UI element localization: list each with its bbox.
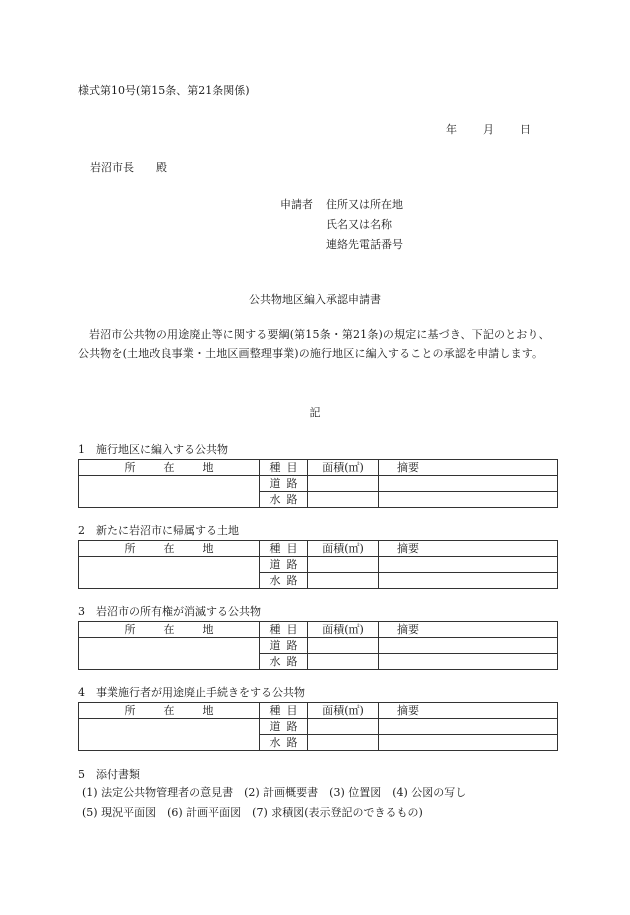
- table-header-row: [79, 541, 558, 557]
- document-title: 公共物地区編入承認申請書: [249, 293, 381, 306]
- applicant-label: 申請者: [280, 198, 313, 211]
- area-cell[interactable]: [308, 476, 379, 492]
- kind-waterway: 水 路: [260, 492, 308, 508]
- applicant-name: 氏名又は名称: [326, 218, 392, 231]
- header-summary: 摘要: [379, 541, 558, 557]
- location-cell[interactable]: [79, 638, 260, 670]
- header-location: 所 在 地: [79, 541, 260, 557]
- section-3-title: 3 岩沼市の所有権が消滅する公共物: [78, 605, 261, 618]
- summary-cell[interactable]: [379, 476, 558, 492]
- date-year: 年: [446, 123, 457, 136]
- attachments-line-1: (1) 法定公共物管理者の意見書 (2) 計画概要書 (3) 位置図 (4) 公図の写し: [82, 786, 467, 799]
- date-day: 日: [520, 123, 531, 136]
- table-row: [79, 638, 558, 654]
- area-cell[interactable]: [308, 719, 379, 735]
- header-area: 面積(㎡): [308, 703, 379, 719]
- table-header-row: [79, 460, 558, 476]
- location-cell[interactable]: [79, 719, 260, 751]
- summary-cell[interactable]: [379, 654, 558, 670]
- area-cell[interactable]: [308, 638, 379, 654]
- header-area: 面積(㎡): [308, 622, 379, 638]
- applicant-phone: 連絡先電話番号: [326, 238, 403, 251]
- section-1-table: [78, 459, 558, 508]
- summary-cell[interactable]: [379, 573, 558, 589]
- summary-cell[interactable]: [379, 638, 558, 654]
- attachments-line-2: (5) 現況平面図 (6) 計画平面図 (7) 求積図(表示登記のできるもの): [82, 806, 423, 819]
- ki-heading: 記: [309, 406, 321, 419]
- summary-cell[interactable]: [379, 557, 558, 573]
- header-area: 面積(㎡): [308, 541, 379, 557]
- table-row: [79, 719, 558, 735]
- body-paragraph: [78, 325, 558, 363]
- section-3-table: [78, 621, 558, 670]
- header-summary: 摘要: [379, 460, 558, 476]
- body-paragraph-text: 岩沼市公共物の用途廃止等に関する要綱(第15条・第21条)の規定に基づき、下記のとおり、公共物を(土地改良事業・土地区画整理事業)の施行地区に編入することの承認を申請します。: [78, 328, 550, 360]
- area-cell[interactable]: [308, 735, 379, 751]
- table-header-row: [79, 622, 558, 638]
- kind-road: 道 路: [260, 557, 308, 573]
- applicant-block: [280, 198, 403, 258]
- header-kind: 種 目: [260, 541, 308, 557]
- date-line: [446, 123, 531, 137]
- location-cell[interactable]: [79, 476, 260, 508]
- area-cell[interactable]: [308, 492, 379, 508]
- kind-waterway: 水 路: [260, 654, 308, 670]
- table-row: [79, 476, 558, 492]
- summary-cell[interactable]: [379, 492, 558, 508]
- kind-waterway: 水 路: [260, 573, 308, 589]
- section-2-title: 2 新たに岩沼市に帰属する土地: [78, 524, 239, 537]
- applicant-address: 住所又は所在地: [326, 198, 403, 211]
- table-row: [79, 557, 558, 573]
- section-1-title: 1 施行地区に編入する公共物: [78, 443, 228, 456]
- date-month: 月: [483, 123, 494, 136]
- header-kind: 種 目: [260, 622, 308, 638]
- kind-road: 道 路: [260, 638, 308, 654]
- attachments-title: 5 添付書類: [78, 768, 140, 781]
- header-location: 所 在 地: [79, 703, 260, 719]
- section-4-table: [78, 702, 558, 751]
- header-summary: 摘要: [379, 703, 558, 719]
- header-kind: 種 目: [260, 703, 308, 719]
- form-number: 様式第10号(第15条、第21条関係): [78, 84, 250, 97]
- summary-cell[interactable]: [379, 719, 558, 735]
- kind-road: 道 路: [260, 476, 308, 492]
- area-cell[interactable]: [308, 557, 379, 573]
- addressee: 岩沼市長 殿: [90, 161, 167, 174]
- header-area: 面積(㎡): [308, 460, 379, 476]
- section-2-table: [78, 540, 558, 589]
- location-cell[interactable]: [79, 557, 260, 589]
- header-location: 所 在 地: [79, 460, 260, 476]
- header-location: 所 在 地: [79, 622, 260, 638]
- area-cell[interactable]: [308, 654, 379, 670]
- kind-waterway: 水 路: [260, 735, 308, 751]
- summary-cell[interactable]: [379, 735, 558, 751]
- section-4-title: 4 事業施行者が用途廃止手続きをする公共物: [78, 686, 305, 699]
- header-kind: 種 目: [260, 460, 308, 476]
- table-header-row: [79, 703, 558, 719]
- area-cell[interactable]: [308, 573, 379, 589]
- header-summary: 摘要: [379, 622, 558, 638]
- kind-road: 道 路: [260, 719, 308, 735]
